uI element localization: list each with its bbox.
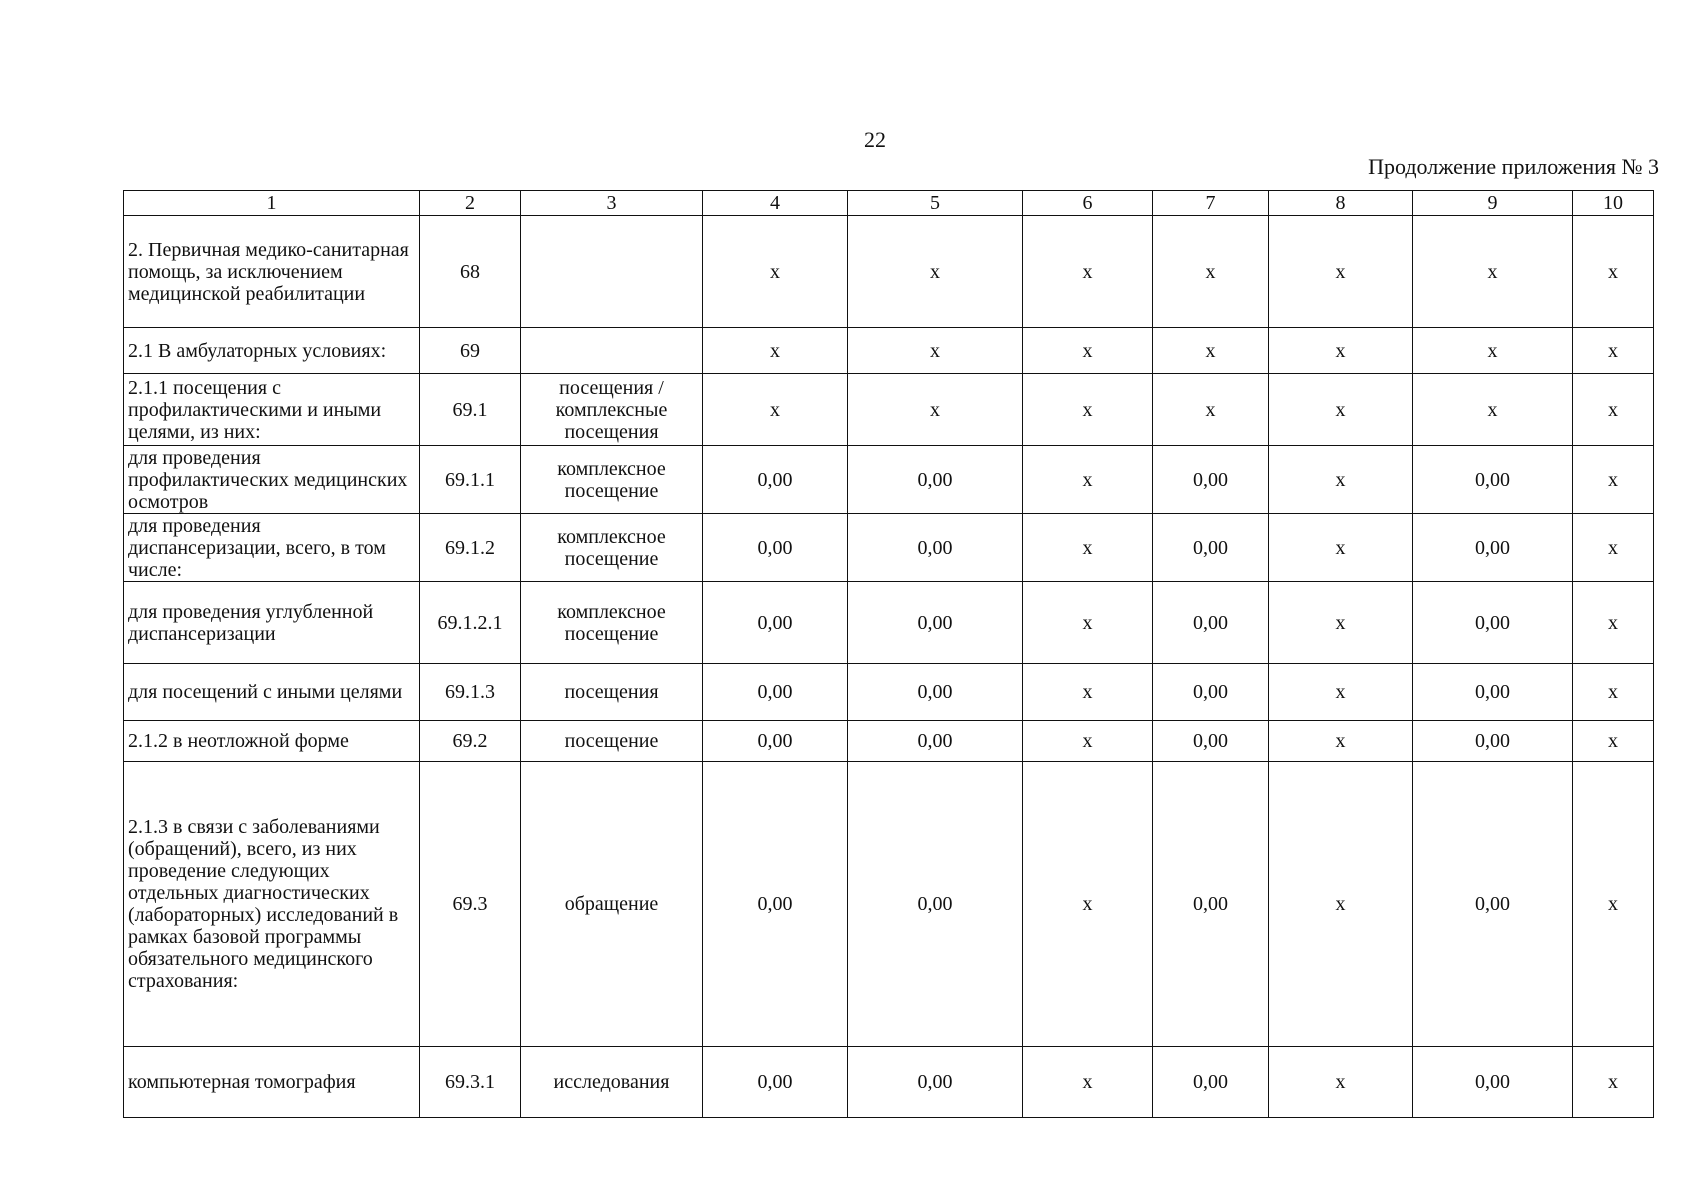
cell-col6: х (1023, 216, 1153, 328)
cell-col10: х (1573, 664, 1654, 721)
cell-col10: х (1573, 216, 1654, 328)
row-code: 69.1.2 (420, 514, 521, 582)
cell-col5: 0,00 (848, 664, 1023, 721)
cell-col7: 0,00 (1153, 446, 1269, 514)
cell-col10: х (1573, 514, 1654, 582)
cell-col5: х (848, 374, 1023, 446)
cell-col9: 0,00 (1413, 446, 1573, 514)
row-unit: комплексное посещение (521, 514, 703, 582)
row-unit (521, 328, 703, 374)
cell-col6: х (1023, 446, 1153, 514)
cell-col8: х (1269, 446, 1413, 514)
cell-col5: 0,00 (848, 721, 1023, 762)
cell-col8: х (1269, 514, 1413, 582)
row-unit (521, 216, 703, 328)
cell-col10: х (1573, 721, 1654, 762)
column-header: 6 (1023, 191, 1153, 216)
cell-col5: 0,00 (848, 446, 1023, 514)
cell-col5: 0,00 (848, 514, 1023, 582)
table-row (124, 664, 1654, 721)
row-name: компьютерная томография (124, 1047, 420, 1118)
table-row (124, 446, 1654, 514)
column-header: 10 (1573, 191, 1654, 216)
cell-col6: х (1023, 1047, 1153, 1118)
row-unit: комплексное посещение (521, 446, 703, 514)
cell-col4: х (703, 328, 848, 374)
cell-col7: 0,00 (1153, 1047, 1269, 1118)
cell-col10: х (1573, 374, 1654, 446)
cell-col7: х (1153, 216, 1269, 328)
cell-col4: 0,00 (703, 762, 848, 1047)
cell-col6: х (1023, 328, 1153, 374)
cell-col8: х (1269, 216, 1413, 328)
cell-col5: 0,00 (848, 1047, 1023, 1118)
row-name: для проведения диспансеризации, всего, в том числе: (124, 514, 420, 582)
cell-col5: х (848, 328, 1023, 374)
cell-col4: х (703, 374, 848, 446)
cell-col4: 0,00 (703, 1047, 848, 1118)
table-row (124, 328, 1654, 374)
cell-col10: х (1573, 582, 1654, 664)
page-number: 22 (864, 127, 886, 152)
column-header: 4 (703, 191, 848, 216)
cell-col10: х (1573, 762, 1654, 1047)
row-name: для проведения профилактических медицинских осмотров (124, 446, 420, 514)
row-unit: комплексное посещение (521, 582, 703, 664)
column-header: 3 (521, 191, 703, 216)
cell-col9: 0,00 (1413, 514, 1573, 582)
table-row (124, 721, 1654, 762)
row-unit: посещения (521, 664, 703, 721)
table-row (124, 582, 1654, 664)
row-unit: исследования (521, 1047, 703, 1118)
cell-col7: 0,00 (1153, 721, 1269, 762)
table-row (124, 216, 1654, 328)
cell-col8: х (1269, 762, 1413, 1047)
cell-col9: 0,00 (1413, 762, 1573, 1047)
row-code: 69.1.2.1 (420, 582, 521, 664)
row-name: для посещений с иными целями (124, 664, 420, 721)
cell-col7: х (1153, 328, 1269, 374)
cell-col10: х (1573, 446, 1654, 514)
appendix-caption: Продолжение приложения № 3 (1368, 154, 1659, 179)
cell-col9: 0,00 (1413, 664, 1573, 721)
cell-col5: 0,00 (848, 582, 1023, 664)
row-code: 69.1 (420, 374, 521, 446)
cell-col8: х (1269, 582, 1413, 664)
row-code: 69.3.1 (420, 1047, 521, 1118)
column-header: 2 (420, 191, 521, 216)
cell-col9: 0,00 (1413, 1047, 1573, 1118)
cell-col6: х (1023, 664, 1153, 721)
cell-col7: 0,00 (1153, 762, 1269, 1047)
table-row (124, 762, 1654, 1047)
row-name: 2.1 В амбулаторных условиях: (124, 328, 420, 374)
cell-col8: х (1269, 328, 1413, 374)
row-code: 69 (420, 328, 521, 374)
row-code: 69.1.3 (420, 664, 521, 721)
row-name: для проведения углубленной диспансеризации (124, 582, 420, 664)
row-code: 69.3 (420, 762, 521, 1047)
row-code: 69.1.1 (420, 446, 521, 514)
cell-col8: х (1269, 374, 1413, 446)
row-name: 2.1.1 посещения с профилактическими и иными целями, из них: (124, 374, 420, 446)
cell-col9: х (1413, 328, 1573, 374)
cell-col4: 0,00 (703, 664, 848, 721)
row-unit: посещения / комплексные посещения (521, 374, 703, 446)
row-name: 2.1.3 в связи с заболеваниями (обращений), всего, из них проведение следующих отдельных диагностических (лабораторных) исследований в рамках базовой программы обязательного медицинского страхования: (124, 762, 420, 1047)
cell-col8: х (1269, 664, 1413, 721)
row-name: 2.1.2 в неотложной форме (124, 721, 420, 762)
cell-col7: х (1153, 374, 1269, 446)
cell-col10: х (1573, 1047, 1654, 1118)
cell-col7: 0,00 (1153, 582, 1269, 664)
column-header: 9 (1413, 191, 1573, 216)
cell-col6: х (1023, 721, 1153, 762)
row-unit: обращение (521, 762, 703, 1047)
header-row (124, 191, 1654, 216)
cell-col9: 0,00 (1413, 721, 1573, 762)
data-table (123, 190, 1654, 1118)
column-header: 7 (1153, 191, 1269, 216)
cell-col5: 0,00 (848, 762, 1023, 1047)
cell-col7: 0,00 (1153, 514, 1269, 582)
cell-col9: х (1413, 216, 1573, 328)
cell-col6: х (1023, 762, 1153, 1047)
row-code: 69.2 (420, 721, 521, 762)
cell-col8: х (1269, 1047, 1413, 1118)
cell-col8: х (1269, 721, 1413, 762)
cell-col6: х (1023, 582, 1153, 664)
cell-col9: х (1413, 374, 1573, 446)
column-header: 1 (124, 191, 420, 216)
row-unit: посещение (521, 721, 703, 762)
cell-col7: 0,00 (1153, 664, 1269, 721)
cell-col9: 0,00 (1413, 582, 1573, 664)
cell-col4: 0,00 (703, 514, 848, 582)
row-code: 68 (420, 216, 521, 328)
cell-col4: 0,00 (703, 446, 848, 514)
column-header: 5 (848, 191, 1023, 216)
cell-col4: 0,00 (703, 721, 848, 762)
cell-col10: х (1573, 328, 1654, 374)
column-header: 8 (1269, 191, 1413, 216)
cell-col6: х (1023, 374, 1153, 446)
table-row (124, 1047, 1654, 1118)
cell-col4: х (703, 216, 848, 328)
cell-col5: х (848, 216, 1023, 328)
row-name: 2. Первичная медико-санитарная помощь, за исключением медицинской реабилитации (124, 216, 420, 328)
cell-col4: 0,00 (703, 582, 848, 664)
table-row (124, 374, 1654, 446)
table-row (124, 514, 1654, 582)
cell-col6: х (1023, 514, 1153, 582)
